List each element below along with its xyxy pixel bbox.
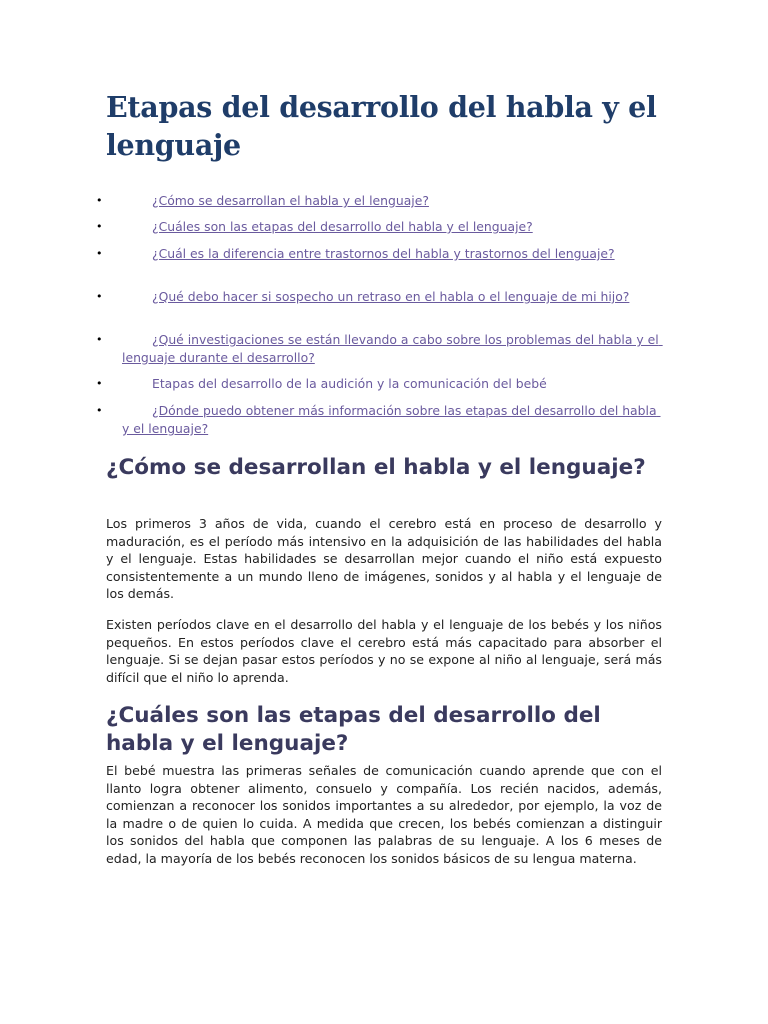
toc-item-etapas-audicion: Etapas del desarrollo de la audición y la comunicación del bebé (152, 376, 547, 391)
toc-link-investigaciones[interactable]: ¿Qué investigaciones se están llevando a cabo sobre los problemas del habla y el lenguaje durante el desarrollo? (122, 332, 663, 365)
toc-link-diferencia-trastornos[interactable]: ¿Cuál es la diferencia entre trastornos del habla y trastornos del lenguaje? (152, 246, 615, 261)
bullet-icon: • (96, 290, 103, 303)
section-heading: ¿Cómo se desarrollan el habla y el lenguaje? (106, 455, 646, 480)
page-title: Etapas del desarrollo del habla y el lenguaje (106, 90, 657, 162)
bullet-icon: • (96, 247, 103, 260)
bullet-icon: • (96, 404, 103, 417)
toc-link-retraso-en-el-habla[interactable]: ¿Qué debo hacer si sospecho un retraso en el habla o el lenguaje de mi hijo? (152, 289, 630, 304)
bullet-icon: • (96, 194, 103, 207)
bullet-icon: • (96, 333, 103, 346)
section-heading: ¿Cuáles son las etapas del desarrollo del habla y el lenguaje? (106, 703, 601, 756)
bullet-icon: • (96, 220, 103, 233)
bullet-icon: • (96, 377, 103, 390)
body-paragraph: Los primeros 3 años de vida, cuando el cerebro está en proceso de desarrollo y maduración, es el período más intensivo en la adquisición de las habilidades del habla y el lenguaje. Estas habilidades se desarrollan mejor cuando el niño está expuesto consistentemente a un mundo lleno de imágenes, sonidos y al habla y el lenguaje de los demás. (106, 516, 662, 601)
toc-link-como-se-desarrollan[interactable]: ¿Cómo se desarrollan el habla y el lenguaje? (152, 193, 429, 208)
toc-link-cuales-son-las-etapas[interactable]: ¿Cuáles son las etapas del desarrollo del habla y el lenguaje? (152, 219, 533, 234)
body-paragraph: El bebé muestra las primeras señales de comunicación cuando aprende que con el llanto logra obtener alimento, consuelo y compañía. Los recién nacidos, además, comienzan a reconocer los sonidos importantes a su alrededor, por ejemplo, la voz de la madre o de quien lo cuida. A medida que crecen, los bebés comienzan a distinguir los sonidos del habla que componen las palabras de su lenguaje. A los 6 meses de edad, la mayoría de los bebés reconocen los sonidos básicos de su lengua materna. (106, 763, 662, 866)
toc-link-mas-informacion[interactable]: ¿Dónde puedo obtener más información sobre las etapas del desarrollo del habla y el lenguaje? (122, 403, 661, 436)
body-paragraph: Existen períodos clave en el desarrollo del habla y el lenguaje de los bebés y los niños pequeños. En estos períodos clave el cerebro está más capacitado para absorber el lenguaje. Si se dejan pasar estos períodos y no se expone al niño al lenguaje, será más difícil que el niño lo aprenda. (106, 617, 662, 685)
